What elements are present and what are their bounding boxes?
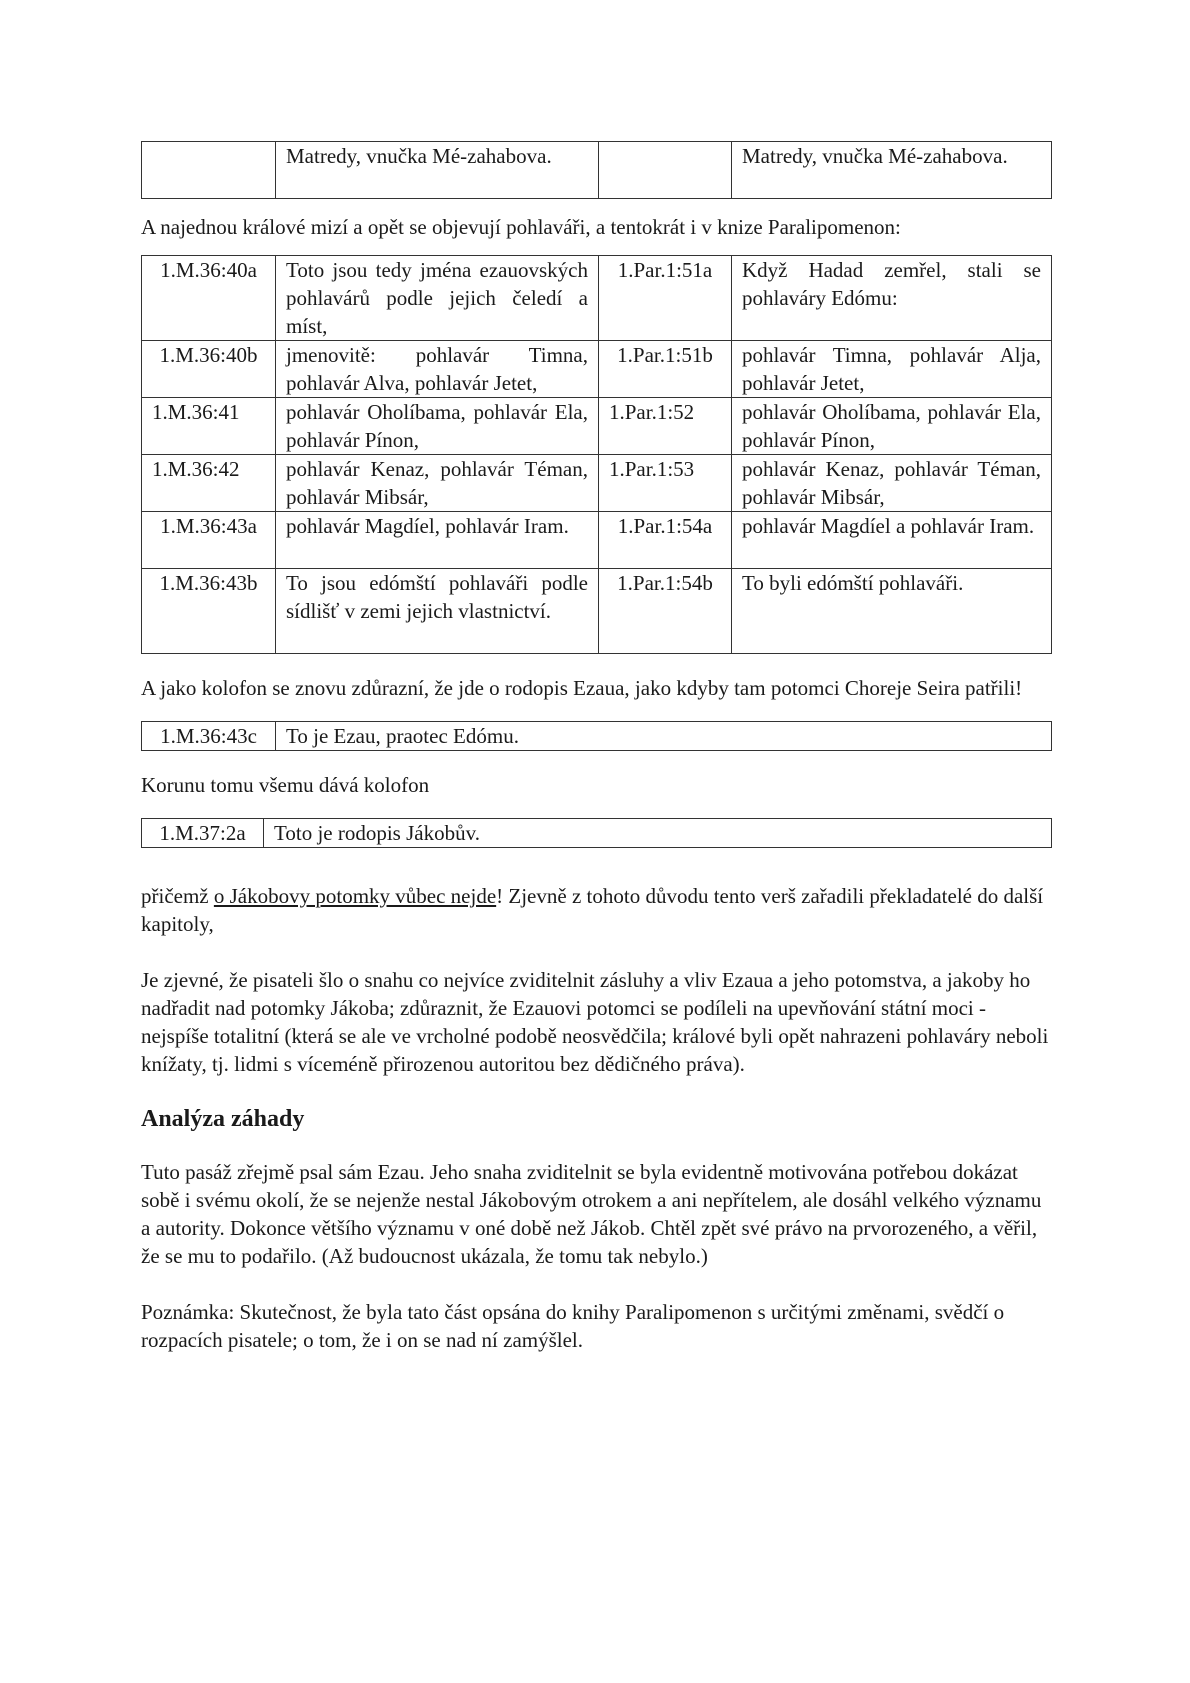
korunu-paragraph: Korunu tomu všemu dává kolofon <box>141 773 430 797</box>
continued-comparison-table <box>141 141 1052 199</box>
ref-left: 1.M.36:42 <box>142 455 276 512</box>
verse-ref: 1.M.37:2a <box>142 819 264 848</box>
table-row <box>142 398 1052 455</box>
text-right: To byli edómští pohlaváři. <box>732 569 1052 654</box>
text-right: Matredy, vnučka Mé-zahabova. <box>732 142 1052 199</box>
underlined-phrase: o Jákobovy potomky vůbec nejde <box>213 884 497 908</box>
text-right: pohlavár Timna, pohlavár Alja, pohlavár Jetet, <box>732 341 1052 398</box>
table-row <box>142 142 1052 199</box>
section-heading: Analýza záhady <box>141 1106 305 1132</box>
intro-paragraph: A najednou králové mizí a opět se objevují pohlaváři, a tentokrát i v knize Paralipomenon: <box>141 215 901 239</box>
zjevne-paragraph: Je zjevné, že pisateli šlo o snahu co nejvíce zviditelnit zásluhy a vliv Ezaua a jeho potomstva, a jakoby ho nadřadit nad potomky Jákoba; zdůraznit, že Ezauovi potomci se podíleli na upevňování státní moci - nejspíše totalitní (která se ale ve vrcholné podobě neosvědčila; králové byli opět nahrazeni pohlaváry neboli knížaty, tj. lidmi s víceméně přirozenou autoritou bez dědičného práva). <box>141 968 1049 1076</box>
verse-37-2a-table <box>141 818 1052 848</box>
text-left: To jsou edómští pohlaváři podle sídlišť v zemi jejich vlastnictví. <box>276 569 599 654</box>
verse-ref: 1.M.36:43c <box>142 722 276 751</box>
ref-right: 1.Par.1:54a <box>599 512 732 569</box>
text-left: pohlavár Oholíbama, pohlavár Ela, pohlavár Pínon, <box>276 398 599 455</box>
chiefs-comparison-table <box>141 255 1052 654</box>
table-row <box>142 341 1052 398</box>
text-right: pohlavár Magdíel a pohlavár Iram. <box>732 512 1052 569</box>
ref-left: 1.M.36:43b <box>142 569 276 654</box>
ref-left <box>142 142 276 199</box>
ref-right: 1.Par.1:53 <box>599 455 732 512</box>
ref-right: 1.Par.1:51b <box>599 341 732 398</box>
text-left: pohlavár Magdíel, pohlavár Iram. <box>276 512 599 569</box>
table-row <box>142 512 1052 569</box>
text-right: pohlavár Oholíbama, pohlavár Ela, pohlavár Pínon, <box>732 398 1052 455</box>
verse-text: Toto je rodopis Jákobův. <box>264 819 1052 848</box>
ref-right: 1.Par.1:51a <box>599 256 732 341</box>
table-row <box>142 722 1052 751</box>
text-right: Když Hadad zemřel, stali se pohlaváry Edómu: <box>732 256 1052 341</box>
pricemz-paragraph <box>141 882 1051 938</box>
ref-right <box>599 142 732 199</box>
text-right: pohlavár Kenaz, pohlavár Téman, pohlavár Mibsár, <box>732 455 1052 512</box>
ref-left: 1.M.36:43a <box>142 512 276 569</box>
verse-text: To je Ezau, praotec Edómu. <box>276 722 1052 751</box>
text-left: Toto jsou tedy jména ezauovských pohlavárů podle jejich čeledí a míst, <box>276 256 599 341</box>
text-left: jmenovitě: pohlavár Timna, pohlavár Alva, pohlavár Jetet, <box>276 341 599 398</box>
table-row <box>142 455 1052 512</box>
analysis-paragraph: Tuto pasáž zřejmě psal sám Ezau. Jeho snaha zviditelnit se byla evidentně motivována potřebou dokázat sobě i svému okolí, že se nejenže nestal Jákobovým otrokem a ani nepřítelem, ale dosáhl velkého významu a autority. Dokonce většího významu v oné době než Jákob. Chtěl zpět své právo na prvorozeného, a věřil, že se mu to podařilo. (Až budoucnost ukázala, že tomu tak nebylo.) <box>141 1160 1042 1268</box>
kolofon-paragraph: A jako kolofon se znovu zdůrazní, že jde o rodopis Ezaua, jako kdyby tam potomci Choreje Seira patřili! <box>141 676 1023 700</box>
table-row <box>142 569 1052 654</box>
text-left: Matredy, vnučka Mé-zahabova. <box>276 142 599 199</box>
table-row <box>142 256 1052 341</box>
pricemz-before: přičemž <box>141 884 214 908</box>
note-paragraph: Poznámka: Skutečnost, že byla tato část opsána do knihy Paralipomenon s určitými změnami, svědčí o rozpacích pisatele; o tom, že i on se nad ní zamýšlel. <box>141 1300 1005 1352</box>
verse-43c-table <box>141 721 1052 751</box>
ref-left: 1.M.36:40a <box>142 256 276 341</box>
ref-left: 1.M.36:41 <box>142 398 276 455</box>
text-left: pohlavár Kenaz, pohlavár Téman, pohlavár Mibsár, <box>276 455 599 512</box>
ref-right: 1.Par.1:52 <box>599 398 732 455</box>
table-row <box>142 819 1052 848</box>
document-page <box>141 141 1051 1354</box>
ref-left: 1.M.36:40b <box>142 341 276 398</box>
pricemz-after: ! Zjevně z tohoto důvodu tento verš zařadili překladatelé do další kapitoly, <box>141 884 1044 936</box>
ref-right: 1.Par.1:54b <box>599 569 732 654</box>
